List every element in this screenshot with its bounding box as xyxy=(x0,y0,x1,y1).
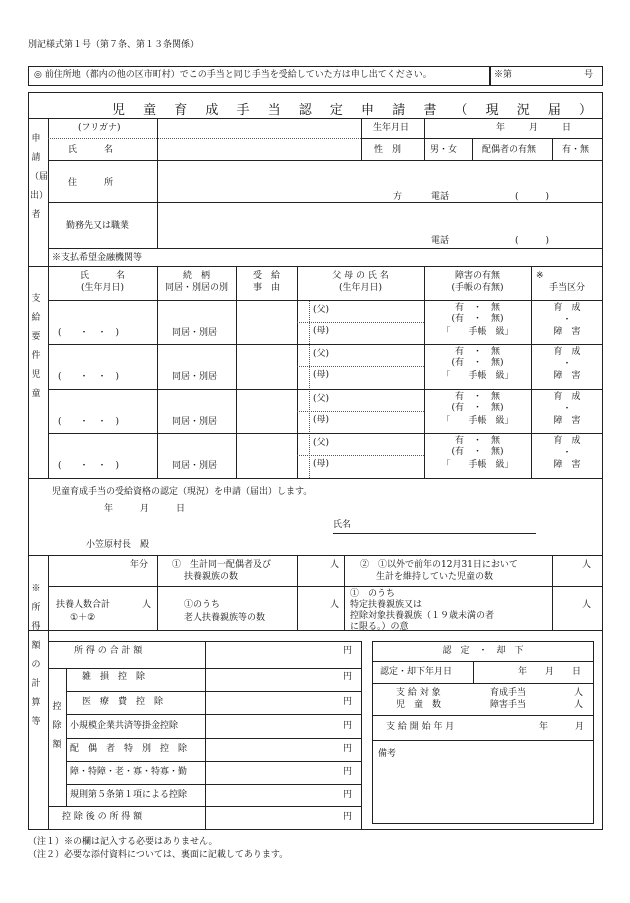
declaration-text: 児童育成手当の受給資格の認定（現況）を申請（届出）します。 xyxy=(52,487,313,497)
furigana-label: (フリガナ) xyxy=(78,123,121,133)
bank-label: ※支払希望金融機関等 xyxy=(52,253,143,263)
child-dob: ( ・ ・ ) xyxy=(58,461,120,471)
remarks-label: 備考 xyxy=(378,749,397,759)
addressee: 小笠原村長 殿 xyxy=(86,540,150,550)
deduction-section-label: 控除額 xyxy=(52,702,62,750)
yen-label: 円 xyxy=(343,767,353,777)
form-id: 別記様式第１号（第７条、第１３条関係） xyxy=(28,40,200,50)
approval-header: 認 定 ・ 却 下 xyxy=(442,646,524,656)
address-label: 住 所 xyxy=(68,178,114,188)
father-label: (父) xyxy=(313,349,330,359)
spouse-value: 有・無 xyxy=(562,145,590,155)
applicant-section-label: 申請（届出）者 xyxy=(30,134,49,220)
note-1: （注１）※の欄は記入する必要はありません。 xyxy=(28,837,218,847)
mother-label: (母) xyxy=(313,326,330,336)
child-cohabit: 同居・別居 xyxy=(172,372,218,382)
income-row-total: 所 得 の 合 計 額 xyxy=(74,646,143,656)
child-dob: ( ・ ・ ) xyxy=(58,372,120,382)
workplace-label: 勤務先又は職業 xyxy=(66,221,130,231)
page-title: 児 童 育 成 手 当 認 定 申 請 書 （ 現 況 届 ） xyxy=(112,103,599,118)
yen-label: 円 xyxy=(343,646,353,656)
income-row-kigyo: 小規模企業共済等掛金控除 xyxy=(70,721,179,731)
child-dob: ( ・ ・ ) xyxy=(58,417,120,427)
income-row-shogai: 障・特障・老・寡・特寡・勤 xyxy=(70,767,188,777)
spouse-label: 配偶者の有無 xyxy=(482,145,537,155)
father-label: (父) xyxy=(313,438,330,448)
income-row-iryo: 医 療 費 控 除 xyxy=(82,697,164,707)
gender-value: 男・女 xyxy=(430,145,458,155)
child-cohabit: 同居・別居 xyxy=(172,417,218,427)
yen-label: 円 xyxy=(343,721,353,731)
note-2: （注２）必要な添付資料については、裏面に記載してあります。 xyxy=(28,850,289,860)
income-row-haigu: 配 偶 者 特 別 控 除 xyxy=(70,744,188,754)
mother-label: (母) xyxy=(313,459,330,469)
child-dob: ( ・ ・ ) xyxy=(58,328,120,338)
income-row-zatsuson: 雑 損 控 除 xyxy=(82,672,146,682)
notice-text: ◎ 前住所地（都内の他の区市町村）でこの手当と同じ手当を受給していた方は申し出てください。 xyxy=(34,70,432,80)
yen-label: 円 xyxy=(343,812,353,822)
child-cohabit: 同居・別居 xyxy=(172,461,218,471)
yen-label: 円 xyxy=(343,744,353,754)
page: 別記様式第１号（第７条、第１３条関係） ◎ 前住所地（都内の他の区市町村）でこの手当と同じ手当を受給していた方は申し出てください。 ※第 号 児 童 育 成 手 当 認 定 申 請 書 （ 現 況 届 ） 申請（届出）者 (フリガナ) 氏 名 生年月日 年 月 日 性 別 男・女 配偶者の有無 有・無 住 所 方 電話 ( ) 勤務先又は職業 電話 ( ) ※支払希望金融機関等 支給要件児童 氏 名 (生年月日) 続 柄 同居・別居の別 受 給 事 由 父 母 の 氏 名 (生年月日) 障害の有無 (手帳の有無) ※ 手当区分 ( ・ ・ ) 同居・別居 (父) (母) 有 ・ 無 (有 ・ 無) 「 手帳 級」 育 成 ・ 障 害 ( ・ ・ ) 同居・別居 (父) (母) 有 ・ 無 (有 ・ 無) 「 手帳 級」 育 成 ・ 障 害 ( ・ ・ ) 同居・別居 (父) (母) 有 ・ 無 (有 ・ 無) 「 手帳 級」 育 成 ・ 障 害 ( ・ ・ ) 同居・別居 (父) (母) 有 ・ 無 (有 ・ 無) 「 手帳 級」 育 成 ・ 障 害 児童育成手当の受給資格の認定（現況）を申請（届出）します。 年 月 日 氏名 小笠原村長 殿 ※所得額の計算等 年分 ① 生計同一配偶者及び 扶養親族の数 人 ② ①以外で前年の12月31日において 生計を維持していた児童の数 人 扶養人数合計 ①＋② 人 ①のうち 老人扶養親族等の数 人 ① のうち 特定扶養親族又は 控除対象扶養親族（１９歳未満の者 に限る。）の意 人 所 得 の 合 計 額 円 雑 損 控 除 円 医 療 費 控 除 円 小規模企業共済等掛金控除 円 配 偶 者 特 別 控 除 円 障・特障・老・寡・特寡・勤 円 規則第５条第１項による控除 円 控 除 後 の 所 得 額 円 控除額 認 定 ・ 却 下 認定・却下年月日 年 月 日 支 給 対 象 児 童 数 育成手当 障害手当 人 人 支 給 開 始 年 月 年 月 備考 （注１）※の欄は記入する必要はありません。 （注２）必要な添付資料については、裏面に記載してあります。 xyxy=(0,0,630,903)
income-row-kisoku: 規則第５条第１項による控除 xyxy=(70,790,188,800)
declaration-date: 年 月 日 xyxy=(104,504,186,514)
number-prefix: ※第 xyxy=(494,70,513,80)
yen-label: 円 xyxy=(343,790,353,800)
number-suffix: 号 xyxy=(584,70,594,80)
birth-label: 生年月日 xyxy=(373,123,410,133)
mother-label: (母) xyxy=(313,415,330,425)
income-section-label: ※所得額の計算等 xyxy=(31,584,41,727)
yen-label: 円 xyxy=(343,697,353,707)
father-label: (父) xyxy=(313,305,330,315)
yen-label: 円 xyxy=(343,672,353,682)
gender-label: 性 別 xyxy=(374,145,402,155)
signature-label: 氏名 xyxy=(333,520,352,530)
mother-label: (母) xyxy=(313,370,330,380)
father-label: (父) xyxy=(313,394,330,404)
children-section-label: 支給要件児童 xyxy=(31,294,41,399)
name-label: 氏 名 xyxy=(68,145,114,155)
income-row-after: 控 除 後 の 所 得 額 xyxy=(62,812,143,822)
child-cohabit: 同居・別居 xyxy=(172,328,218,338)
